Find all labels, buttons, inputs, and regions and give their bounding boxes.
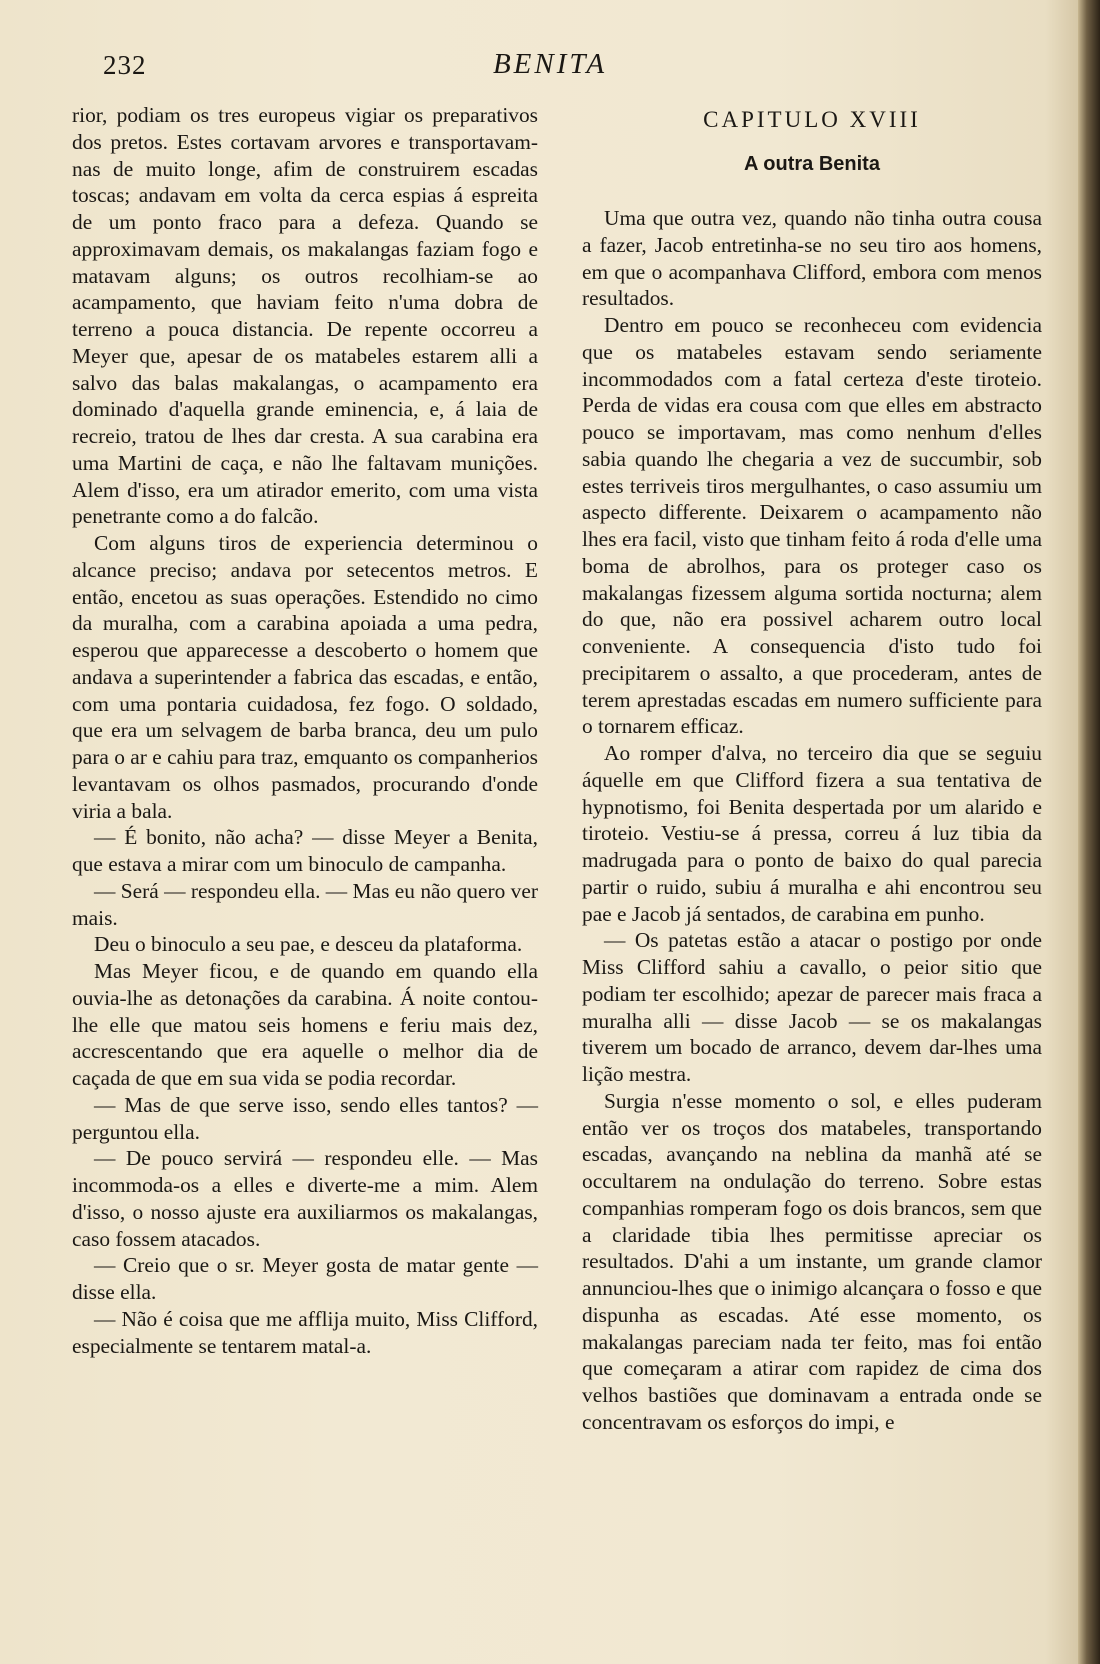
paragraph: Surgia n'esse momento o sol, e elles puderam então ver os troços dos matabeles, transportando escadas, avançando na neblina da manhã até se occultarem na ondulação do terreno. Sobre estas companhias romperam fogo os dois brancos, sem que a claridade tibia lhes permitisse apreciar os resultados. D'ahi a um instante, um grande clamor annunciou-lhes que o inimigo alcançara o fosso e que dispunha as escadas. Até esse momento, os makalangas pareciam nada ter feito, mas foi então que começaram a atirar com rapidez de cima dos velhos bastiões que dominavam a entrada onde se concentravam os esforços do impi, e <box>582 1088 1042 1434</box>
paragraph: rior, podiam os tres europeus vigiar os preparativos dos pretos. Estes cortavam arvores e transportavam-nas de muito longe, afim de construirem escadas toscas; andavam em volta da cerca espias á espreita de um ponto fraco para a defeza. Quando se approximavam demais, os makalangas faziam fogo e matavam alguns; os outros recolhiam-se ao acampamento, que haviam feito n'uma dobra de terreno a pouca distancia. De repente occorreu a Meyer que, apesar de os matabeles estarem alli a salvo das balas makalangas, o acampamento era dominado d'aquella grande eminencia, e, á laia de recreio, tratou de lhes dar cresta. A sua carabina era uma Martini de caça, e não lhe faltavam munições. Alem d'isso, era um atirador emerito, com uma vista penetrante como a do falcão. <box>72 103 538 529</box>
running-title: BENITA <box>492 48 608 80</box>
paragraph: — É bonito, não acha? — disse Meyer a Benita, que estava a mirar com um binoculo de campanha. <box>72 825 538 876</box>
paragraph: — Será — respondeu ella. — Mas eu não quero ver mais. <box>72 878 538 930</box>
paragraph: Com alguns tiros de experiencia determinou o alcance preciso; andava por setecentos metros. E então, encetou as suas operações. Estendido no cimo da muralha, com a carabina apoiada a uma pedra, esperou que apparecesse a descoberto o homem que andava a superintender a fabrica das escadas, e então, com uma pontaria cuidadosa, fez fogo. O soldado, que era um selvagem de barba branca, deu um pulo para o ar e cahiu para traz, emquanto os companherios levantavam os olhos pasmados, procurando d'onde viria a bala. <box>72 531 538 823</box>
paragraph: Ao romper d'alva, no terceiro dia que se seguiu áquelle em que Clifford fizera a sua tentativa de hypnotismo, foi Benita despertada por um alarido e tiroteio. Vestiu-se á pressa, correu á luz tibia da madrugada para o ponto de baixo do qual parecia partir o ruido, subiu á muralha e ahi encontrou seu pae e Jacob já sentados, de carabina em punho. <box>582 741 1042 926</box>
paragraph: — Mas de que serve isso, sendo elles tantos? — perguntou ella. <box>72 1092 538 1144</box>
paragraph: Deu o binoculo a seu pae, e desceu da plataforma. <box>94 932 523 957</box>
chapter-subtitle: A outra Benita <box>744 153 880 175</box>
page-number: 232 <box>103 50 147 80</box>
paragraph: Mas Meyer ficou, e de quando em quando ella ouvia-lhe as detonações da carabina. Á noite contou-lhe elle que matou seis homens e feriu mais dez, accrescentando que era aquelle o melhor dia de caçada de que em sua vida se podia recordar. <box>72 959 538 1090</box>
paragraph: Uma que outra vez, quando não tinha outra cousa a fazer, Jacob entretinha-se no seu tiro aos homens, em que o acompanhava Clifford, embora com menos resultados. <box>582 206 1042 311</box>
left-column <box>72 102 538 1359</box>
right-column <box>582 102 1042 1436</box>
paragraph: — De pouco servirá — respondeu elle. — Mas incommoda-os a elles e diverte-me a mim. Alem d'isso, o nosso ajuste era auxiliarmos os makalangas, caso fossem atacados. <box>72 1146 538 1251</box>
chapter-heading: CAPITULO XVIII <box>703 107 921 132</box>
paragraph: Dentro em pouco se reconheceu com evidencia que os matabeles estavam sendo seriamente incommodados com a fatal certeza d'este tiroteio. Perda de vidas era cousa com que elles em abstracto pouco se importavam, mas como nenhum d'elles sabia quando lhe chegaria a vez de succumbir, sob estes terriveis tiros mergulhantes, o caso assumiu um aspecto differente. Deixarem o acampamento não lhes era facil, visto que tinham feito á roda d'elle uma boma de abrolhos, para os proteger caso os makalangas fizessem alguma sortida nocturna; alem do que, não era possivel acharem outro local conveniente. A consequencia d'isto tudo foi precipitarem o assalto, a que procederam, antes de terem aprestadas escadas em numero sufficiente para o tornarem efficaz. <box>582 313 1042 739</box>
paragraph: — Não é coisa que me afflija muito, Miss Clifford, especialmente se tentarem matal-a. <box>72 1306 538 1358</box>
book-spine-edge <box>1078 0 1100 1664</box>
paragraph: — Os patetas estão a atacar o postigo por onde Miss Clifford sahiu a cavallo, o peior sitio que podiam ter escolhido; apezar de parecer mais fraca a muralha alli — disse Jacob — se os makalangas tiverem um bocado de arranco, devem dar-lhes uma lição mestra. <box>582 928 1042 1086</box>
paragraph: — Creio que o sr. Meyer gosta de matar gente — disse ella. <box>72 1253 538 1304</box>
